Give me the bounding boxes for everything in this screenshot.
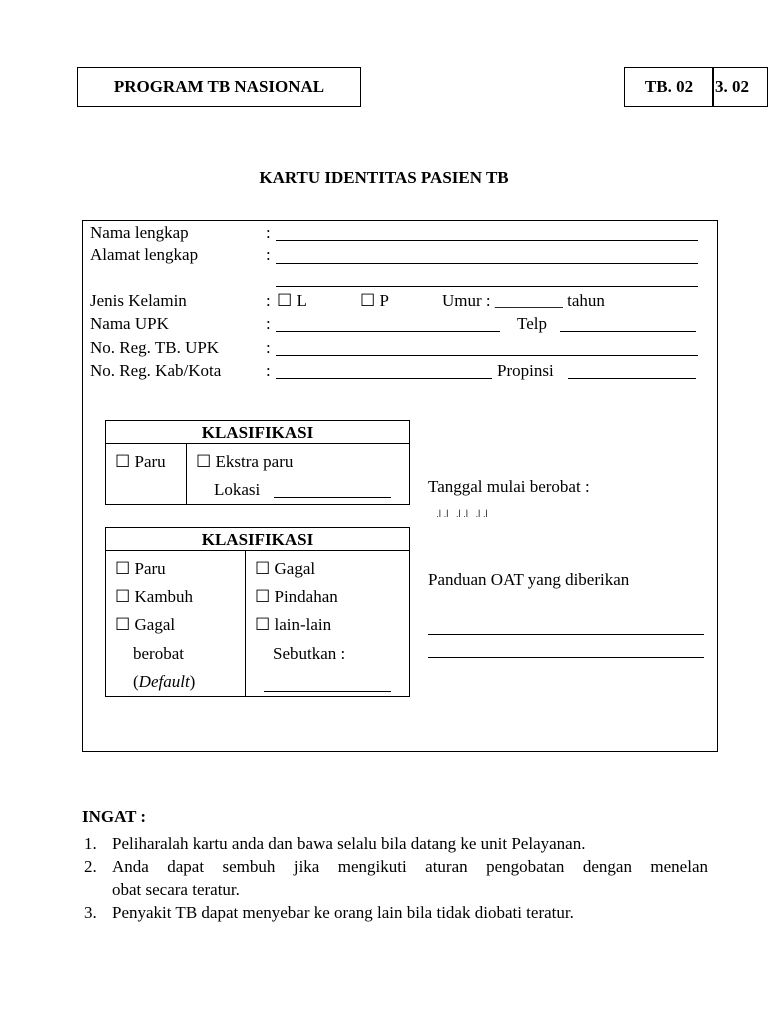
label-no-reg-tb-upk: No. Reg. TB. UPK [90,338,220,357]
lokasi-line[interactable] [274,497,391,498]
sebutkan-line[interactable] [264,691,391,692]
card-title: KARTU IDENTITAS PASIEN TB [259,168,509,187]
default-open: ( [133,672,139,691]
label-nama-upk: Nama UPK [90,314,169,333]
form-code-overlap-box [712,67,768,107]
alamat-lengkap-line-2[interactable] [276,286,698,287]
ingat-item-number: 2. [84,857,97,876]
lokasi-label: Lokasi [214,480,261,499]
gender-p-checkbox[interactable]: ☐ P [360,291,389,310]
klasifikasi-2-col-divider [245,550,246,697]
klasifikasi-1-paru-checkbox[interactable]: ☐ Paru [115,452,166,471]
date-placeholder-glyphs[interactable]: ꜌꜌ ꜌꜌ ꜌꜌ [436,508,491,520]
panduan-line-2[interactable] [428,657,704,658]
colon: : [266,245,271,264]
telp-line[interactable] [560,331,696,332]
klasifikasi-1-col-divider [186,443,187,505]
no-reg-tb-upk-line[interactable] [276,355,698,356]
klasifikasi-1-ekstra-paru-checkbox[interactable]: ☐ Ekstra paru [196,452,294,471]
form-code: TB. 02 [644,77,694,96]
form-code-overlap: 3. 02 [715,77,749,96]
sebutkan-label: Sebutkan : [273,644,346,663]
form-code-box [624,67,714,107]
panduan-line-1[interactable] [428,634,704,635]
nama-lengkap-line[interactable] [276,240,698,241]
default-close: ) [189,672,196,691]
klasifikasi-1-title: KLASIFIKASI [201,423,314,442]
default-text: Default [138,672,190,691]
tanggal-mulai-label: Tanggal mulai berobat : [428,477,590,496]
berobat-label: berobat [133,644,184,663]
ingat-item-text: Peliharalah kartu anda dan bawa selalu bila datang ke unit Pelayanan. [112,834,586,853]
propinsi-line[interactable] [568,378,696,379]
label-jenis-kelamin: Jenis Kelamin [90,291,187,310]
klasifikasi-2-paru-checkbox[interactable]: ☐ Paru [115,559,166,578]
label-no-reg-kab-kota: No. Reg. Kab/Kota [90,361,222,380]
klasifikasi-1-divider [105,443,410,444]
klasifikasi-2-title: KLASIFIKASI [201,530,314,549]
klasifikasi-2-kambuh-checkbox[interactable]: ☐ Kambuh [115,587,194,606]
umur-field[interactable]: Umur : ________ tahun [442,291,605,310]
klasifikasi-2-gagal-checkbox[interactable]: ☐ Gagal [115,615,176,634]
colon: : [266,338,271,357]
program-header-box [77,67,361,107]
colon: : [266,223,271,242]
ingat-item-text: Anda dapat sembuh jika mengikuti aturan pengobatan dengan menelan [112,857,708,876]
klasifikasi-2-gagal-2-checkbox[interactable]: ☐ Gagal [255,559,316,578]
ingat-item-text: Penyakit TB dapat menyebar ke orang lain bila tidak diobati teratur. [112,903,574,922]
alamat-lengkap-line-1[interactable] [276,263,698,264]
klasifikasi-2-lain-lain-checkbox[interactable]: ☐ lain-lain [255,615,332,634]
klasifikasi-2-divider [105,550,410,551]
label-alamat-lengkap: Alamat lengkap [90,245,199,264]
ingat-item-text-cont: obat secara teratur. [112,880,240,899]
no-reg-kab-kota-line[interactable] [276,378,492,379]
panduan-oat-label: Panduan OAT yang diberikan [428,570,630,589]
klasifikasi-2-pindahan-checkbox[interactable]: ☐ Pindahan [255,587,338,606]
program-label: PROGRAM TB NASIONAL [113,77,325,96]
nama-upk-line[interactable] [276,331,500,332]
colon: : [266,314,271,333]
ingat-item-number: 1. [84,834,97,853]
colon: : [266,291,271,310]
default-label [133,672,195,692]
propinsi-label: Propinsi [497,361,554,380]
ingat-title: INGAT : [82,807,147,826]
colon: : [266,361,271,380]
gender-l-checkbox[interactable]: ☐ L [277,291,307,310]
telp-label: Telp [517,314,547,333]
ingat-item-number: 3. [84,903,97,922]
label-nama-lengkap: Nama lengkap [90,223,189,242]
